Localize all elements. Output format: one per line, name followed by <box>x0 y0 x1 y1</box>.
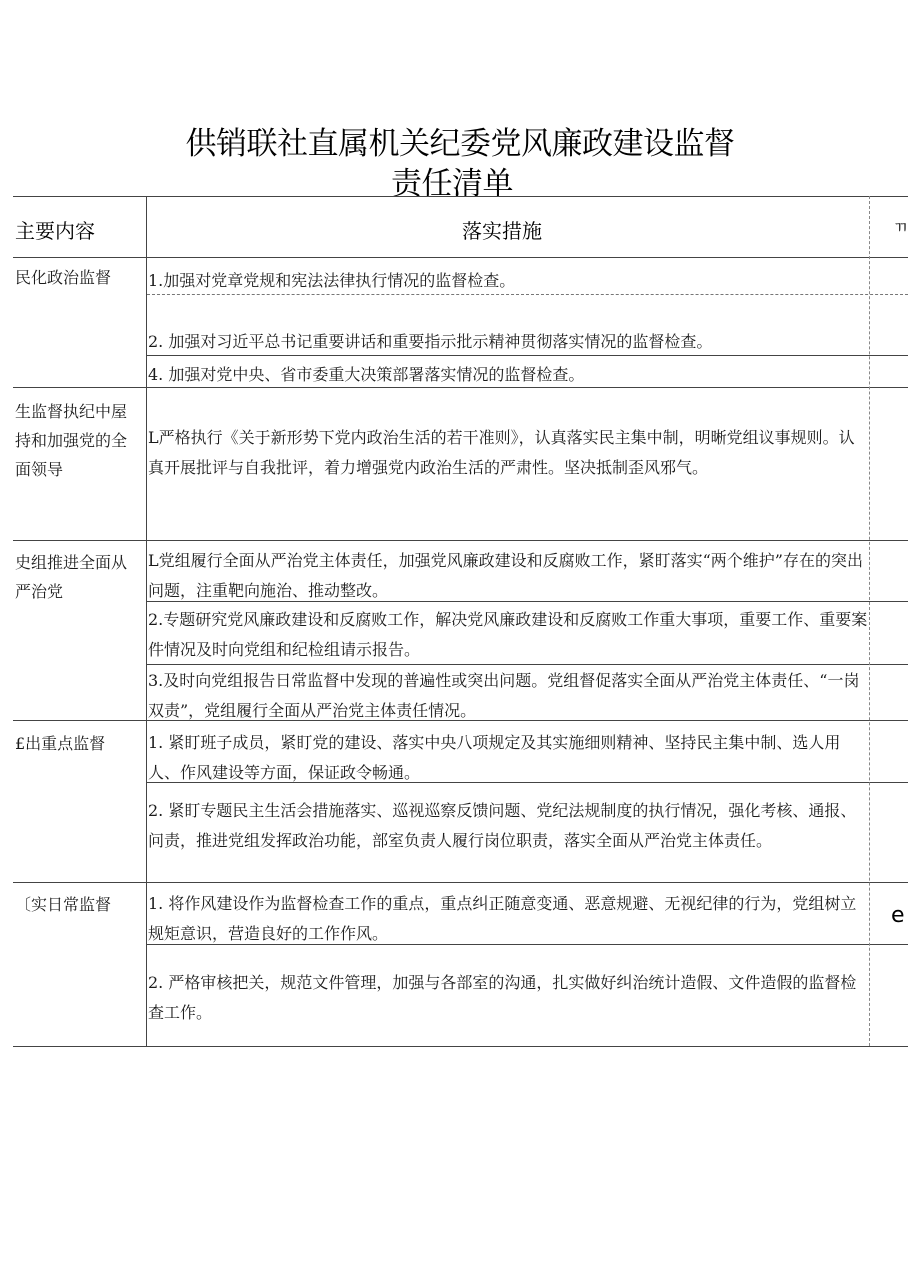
measure-item: 1. 将作风建设作为监督检查工作的重点，重点纠正随意变通、恶意规避、无视纪律的行为，党组树立规矩意识，营造良好的工作作风。 <box>148 894 857 943</box>
measure-item: 3.及时向党组报告日常监督中发现的普遍性或突出问题。党组督促落实全面从严治党主体责任、“一岗双责”，党组履行全面从严治党主体责任情况。 <box>148 671 860 720</box>
measure-item: L党组履行全面从严治党主体责任，加强党风廉政建设和反腐败工作，紧盯落实“两个维护”存在的突出问题，注重靶向施治、推动整改。 <box>148 551 863 600</box>
measure-item: 4. 加强对党中央、省市委重大决策部署落实情况的监督检查。 <box>148 365 585 384</box>
side-mark: e <box>891 903 905 928</box>
section-label: 民化政治监督 <box>15 268 112 287</box>
measure-item: 2.专题研究党风廉政建设和反腐败工作，解决党风廉政建设和反腐败工作重大事项，重要工作、重要案件情况及时向党组和纪检组请示报告。 <box>148 610 868 659</box>
header-measures: 落实措施 <box>462 219 542 243</box>
measure-item: 2. 加强对习近平总书记重要讲话和重要指示批示精神贯彻落实情况的监督检查。 <box>148 332 713 351</box>
measure-item: L严格执行《关于新形势下党内政治生活的若干准则》，认真落实民主集中制，明晰党组议事规则。认真开展批评与自我批评，着力增强党内政治生活的严肃性。坚决抵制歪风邪气。 <box>148 428 855 477</box>
document-title-line1: 供销联社直属机关纪委党风廉政建设监督 <box>185 126 735 162</box>
measure-item: 1. 紧盯班子成员，紧盯党的建设、落实中央八项规定及其实施细则精神、坚持民主集中制、选人用人、作风建设等方面，保证政令畅通。 <box>148 733 841 782</box>
section-label: £出重点监督 <box>15 734 106 753</box>
header-col3-partial: ㄲ <box>893 218 909 237</box>
header-main-content: 主要内容 <box>15 219 95 243</box>
section-label: 史组推进全面从严治党 <box>15 553 128 601</box>
measure-item: 2. 紧盯专题民主生活会措施落实、巡视巡察反馈问题、党纪法规制度的执行情况，强化考核、通报、问责，推进党组发挥政治功能，部室负责人履行岗位职责，落实全面从严治党主体责任。 <box>148 801 857 850</box>
measure-item: 2. 严格审核把关，规范文件管理，加强与各部室的沟通，扎实做好纠治统计造假、文件造假的监督检查工作。 <box>148 973 857 1022</box>
measure-item: 1.加强对党章党规和宪法法律执行情况的监督检查。 <box>148 271 516 290</box>
document-title-line2: 责任清单 <box>391 166 513 202</box>
section-label: 〔实日常监督 <box>15 895 112 914</box>
section-label: 生监督执纪中屋持和加强党的全面领导 <box>15 402 128 479</box>
